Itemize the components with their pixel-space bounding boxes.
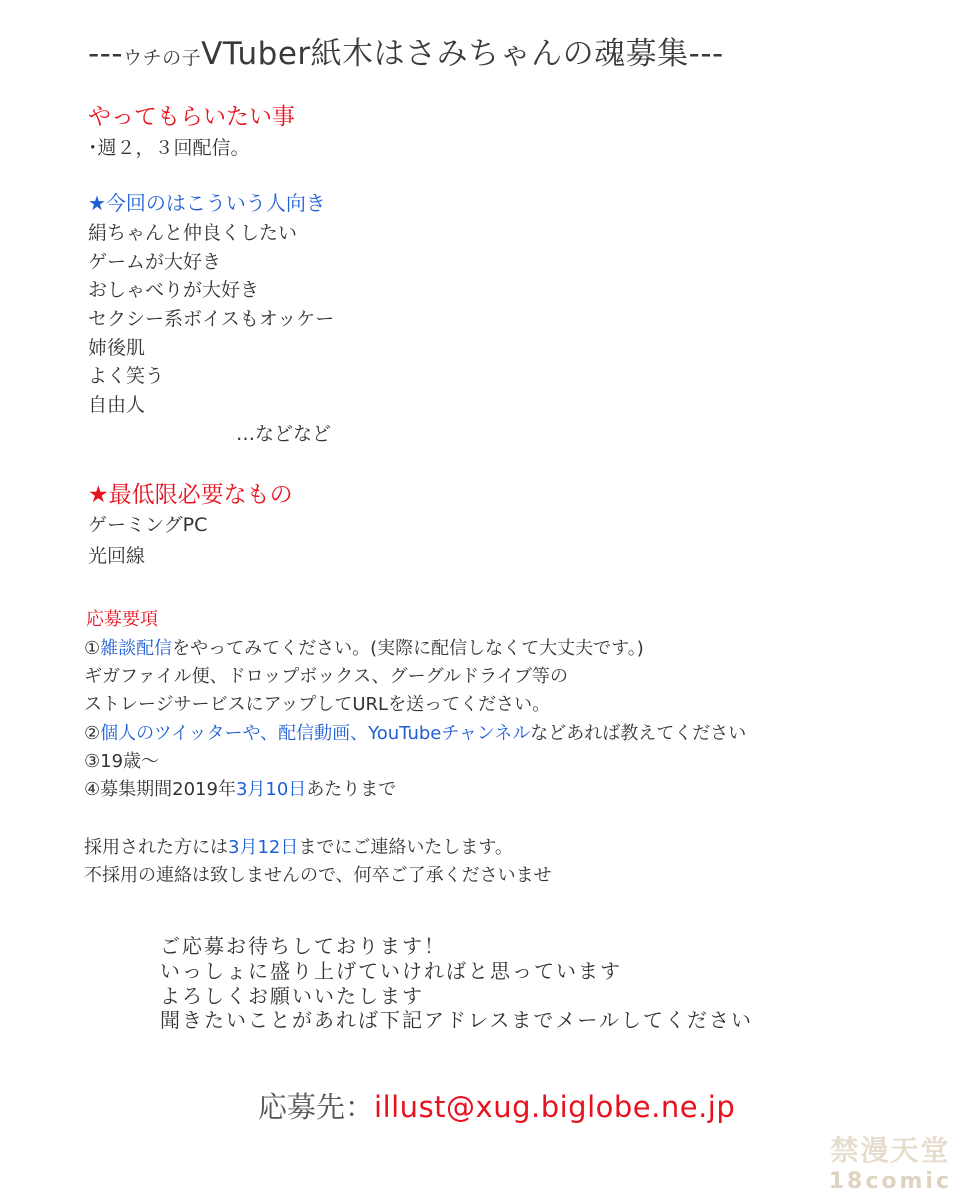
list-item: 絹ちゃんと仲良くしたい [88,222,298,244]
list-item: セクシー系ボイスもオッケー [88,308,335,330]
list-item: よく笑う [88,365,165,387]
apply-item-1-line2: ギガファイル便、ドロップボックス、グーグルドライブ等の [84,666,569,687]
apply-item-2-highlight: 個人のツイッターや、配信動画、YouTubeチャンネル [100,723,531,744]
watermark-line-1: 禁漫天堂 [830,1134,951,1167]
contact [258,1085,735,1126]
title-small: ウチの子 [123,47,202,69]
notice-line-1: 採用された方には3月12日までにご連絡いたします。 [84,837,513,858]
title-dashes-left: --- [88,36,124,72]
list-item: おしゃべりが大好き [88,279,260,301]
notice-line-2: 不採用の連絡は致しませんので、何卒ご了承くださいませ [84,865,552,886]
list-item: 光回線 [88,545,146,567]
list-item: 自由人 [88,394,146,416]
closing-line: ご応募お待ちしております！ [160,934,446,958]
watermark [829,1129,952,1194]
closing-line: 聞きたいことがあれば下記アドレスまでメールしてください [160,1008,753,1032]
section1-line: ･週２，３回配信。 [88,137,250,159]
section2-heading: ★今回のはこういう人向き [88,191,326,215]
apply-item-1: ①雑談配信をやってみてください。(実際に配信しなくて大丈夫です。) [84,638,644,659]
title-dashes-right: --- [688,36,724,72]
title-main: VTuber紙木はさみちゃんの魂募集 [201,36,689,72]
list-item: ゲーミングPC [88,514,208,536]
list-item: 姉後肌 [88,337,146,359]
apply-item-1-highlight: 雑談配信 [100,638,173,659]
apply-item-4: ④募集期間2019年3月10日あたりまで [84,779,397,800]
contact-email-link[interactable]: illust@xug.biglobe.ne.jp [374,1090,736,1124]
list-item: ゲームが大好き [88,251,222,273]
apply-item-2: ②個人のツイッターや、配信動画、YouTubeチャンネルなどあれば教えてください [84,723,747,744]
closing-line: よろしくお願いいたします [160,984,424,1008]
section1-heading: やってもらいたい事 [88,104,295,130]
watermark-line-2: 18comic [828,1169,952,1194]
page-title [88,28,724,73]
closing-line: いっしょに盛り上げていければと思っています [160,959,622,983]
apply-deadline: 3月10日 [235,779,307,800]
apply-item-1-line3: ストレージサービスにアップしてURLを送ってください。 [84,694,551,715]
notice-date: 3月12日 [228,837,299,858]
contact-label: 応募先： [258,1090,375,1124]
section3-heading: ★最低限必要なもの [88,482,293,508]
apply-heading: 応募要項 [86,609,158,630]
etc-text: …などなど [236,423,332,445]
apply-item-3: ③19歳～ [84,751,160,772]
